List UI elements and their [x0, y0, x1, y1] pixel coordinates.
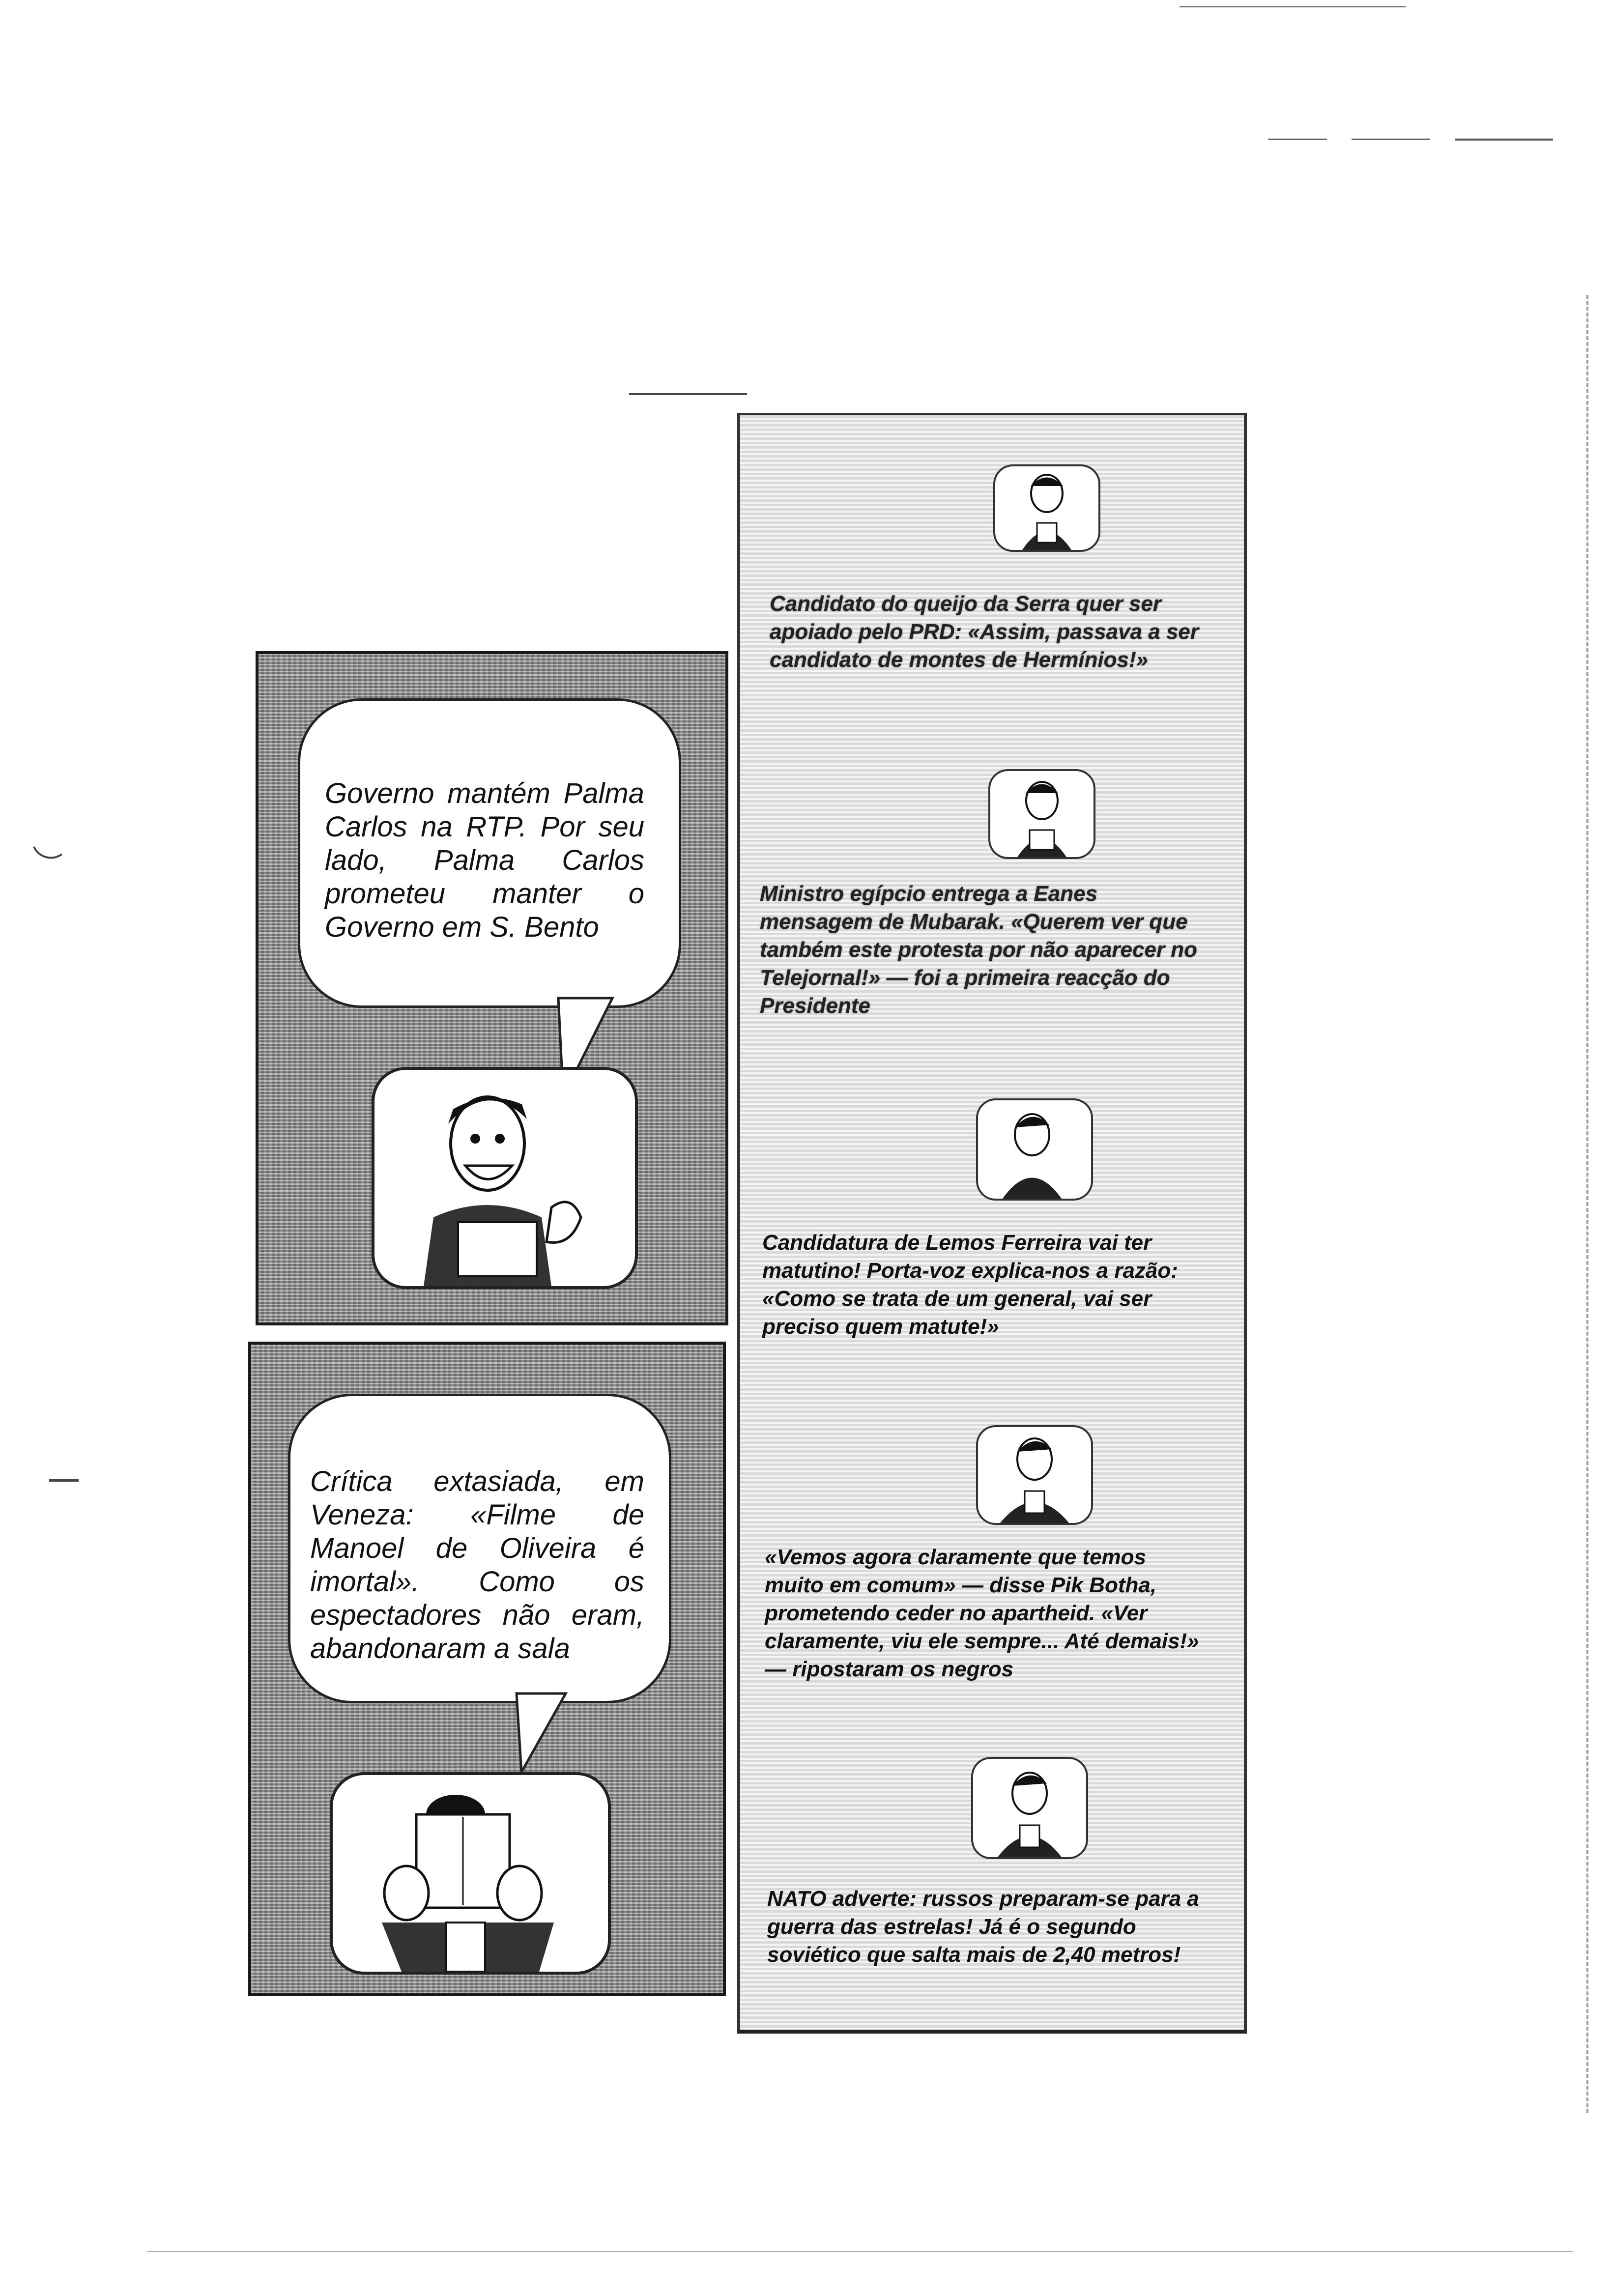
presenter-icon [990, 771, 1094, 857]
caption-4: «Vemos agora claramente que temos muito em comum» — disse Pik Botha, prometendo ceder no apartheid. «Ver claramente, viu ele sempre... Até demais!» — ripostaram os negros [765, 1545, 1199, 1681]
caption-column [737, 413, 1247, 2034]
speech-bubble [298, 698, 681, 1008]
mini-tv-4 [976, 1425, 1093, 1525]
caption-2: Ministro egípcio entrega a Eanes mensagem de Mubarak. «Querem ver que também este protesta por não aparecer no Telejornal!» — foi a primeira reacção do Presidente [760, 882, 1198, 1018]
tv-screen [330, 1772, 611, 1975]
presenter-reading-figure [333, 1775, 608, 1972]
scan-line [1455, 139, 1553, 141]
presenter-figure [374, 1070, 635, 1286]
bubble-caption: Crítica extasiada, em Veneza: «Filme de Manoel de Oliveira é imortal». Como os espectadores não eram, abandonaram a sala [310, 1465, 644, 1665]
scan-line [629, 393, 747, 395]
cartoon-panel-1 [256, 651, 728, 1325]
scan-mark [33, 836, 62, 866]
presenter-icon [973, 1759, 1086, 1857]
mini-tv-2 [988, 769, 1095, 859]
presenter-icon [978, 1427, 1091, 1523]
cartoon-panel-2 [248, 1342, 726, 1996]
scan-line [147, 2251, 1573, 2252]
mini-tv-5 [971, 1757, 1088, 1859]
scan-mark [49, 1479, 79, 1482]
caption-1: Candidato do queijo da Serra quer ser apoiado pelo PRD: «Assim, passava a ser candidato de montes de Hermínios!» [770, 592, 1199, 672]
bubble-caption: Governo mantém Palma Carlos na RTP. Por seu lado, Palma Carlos prometeu manter o Governo em S. Bento [325, 777, 644, 943]
caption-5: NATO adverte: russos preparam-se para a guerra das estrelas! Já é o segundo soviético que salta mais de 2,40 metros! [767, 1887, 1199, 1967]
scan-line [1352, 139, 1430, 140]
speech-bubble [288, 1394, 671, 1703]
tv-screen [372, 1067, 638, 1289]
bubble-tail [512, 1689, 571, 1777]
scan-line [1180, 6, 1406, 7]
scan-line [1268, 139, 1327, 140]
mini-tv-3 [976, 1098, 1093, 1201]
caption-3: Candidatura de Lemos Ferreira vai ter matutino! Porta-voz explica-nos a razão: «Como se trata de um general, vai ser preciso quem matute!» [762, 1231, 1178, 1339]
scan-margin [1586, 295, 1590, 2113]
mini-tv-1 [993, 464, 1100, 552]
presenter-icon [995, 466, 1098, 550]
presenter-icon [978, 1100, 1091, 1199]
